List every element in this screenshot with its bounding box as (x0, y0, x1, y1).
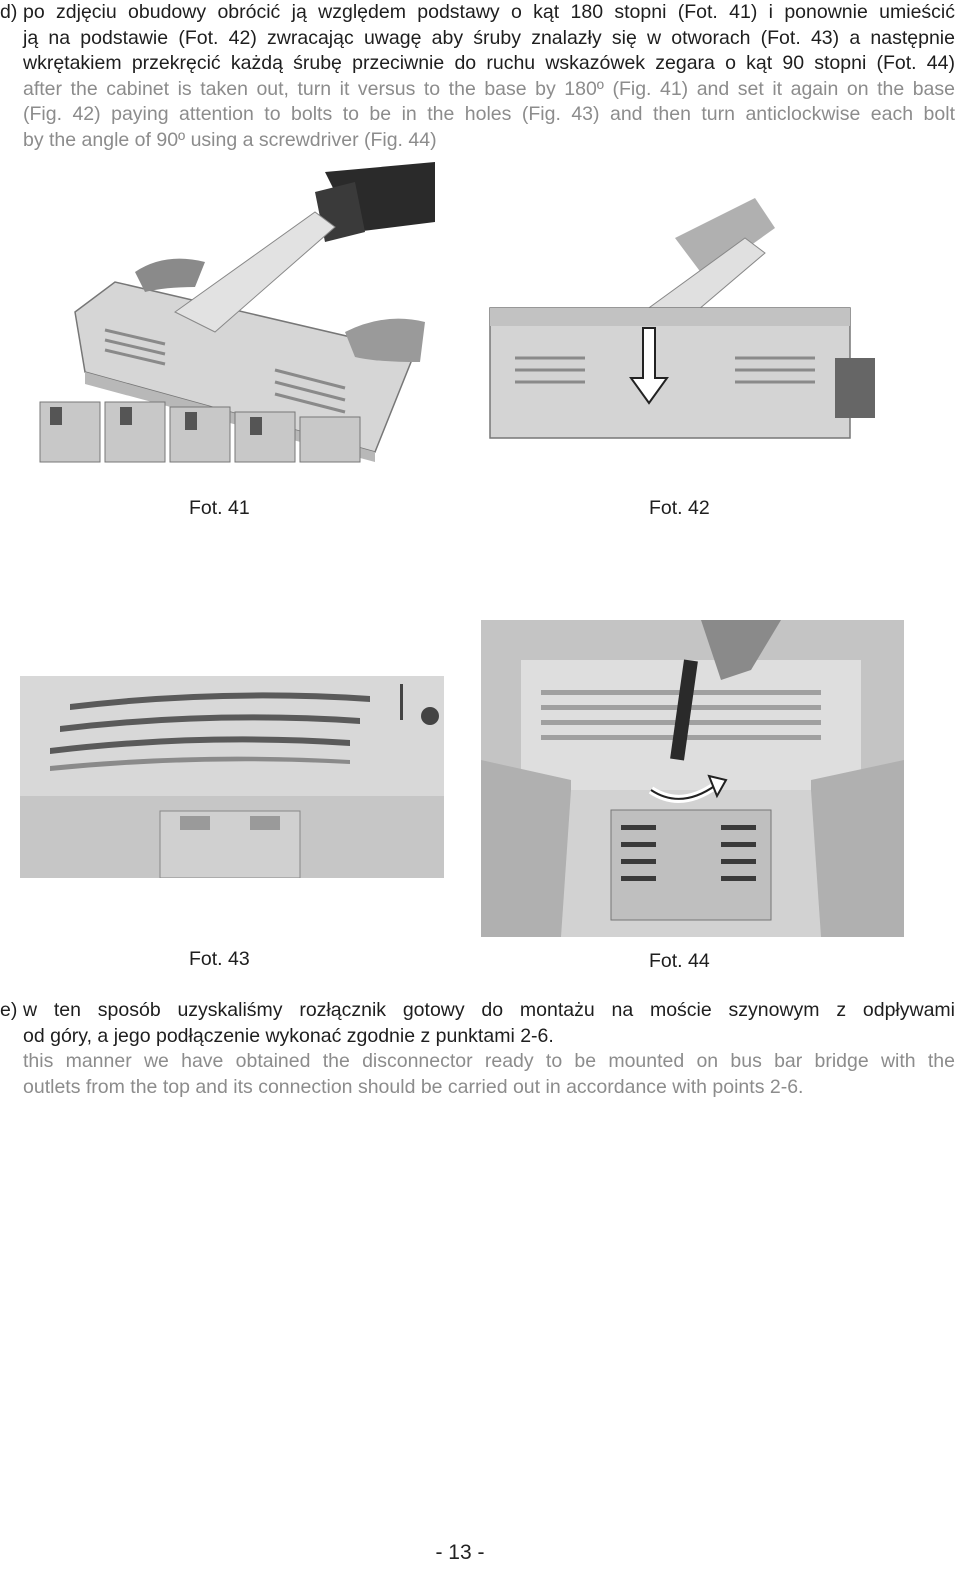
instruction-e (0, 998, 955, 1100)
photo-fot-42 (485, 198, 903, 448)
en-text-line: by the angle of 90º using a screwdriver (Fig. 44) (23, 128, 437, 151)
figure-caption: Fot. 41 (189, 497, 250, 519)
en-text-line: after the cabinet is taken out, turn it versus to the base by 180º (Fig. 41) and set it again on the base (23, 77, 955, 100)
item-marker-d: d) (0, 1, 18, 23)
page-number: - 13 - (435, 1541, 485, 1564)
en-text-line: (Fig. 42) paying attention to bolts to be in the holes (Fig. 43) and then turn anticlockwise each bolt (23, 103, 955, 125)
figure-caption: Fot. 43 (189, 948, 250, 970)
figure-caption: Fot. 42 (649, 497, 710, 519)
pl-text-line: w ten sposób uzyskaliśmy rozłącznik gotowy do montażu na moście szynowym z odpływami (23, 999, 955, 1021)
instruction-d (0, 0, 955, 153)
pl-text-line: po zdjęciu obudowy obrócić ją względem podstawy o kąt 180 stopni (Fot. 41) i ponownie umieścić (23, 1, 955, 23)
pl-text-line: od góry, a jego podłączenie wykonać zgodnie z punktami 2-6. (23, 1024, 554, 1047)
en-text-line: this manner we have obtained the disconnector ready to be mounted on bus bar bridge with the (23, 1050, 955, 1072)
photo-fot-44 (481, 620, 904, 937)
figure-caption: Fot. 44 (649, 950, 710, 972)
en-text-line: outlets from the top and its connection should be carried out in accordance with points 2-6. (23, 1075, 804, 1098)
pl-text-line: ją na podstawie (Fot. 42) zwracając uwagę aby śruby znalazły się w otworach (Fot. 43) a następnie (23, 26, 955, 49)
pl-text-line: wkrętakiem przekręcić każdą śrubę przeciwnie do ruchu wskazówek zegara o kąt 90 stopni (Fot. 44) (23, 52, 955, 74)
photo-fot-43 (20, 676, 444, 878)
item-marker-e: e) (0, 999, 18, 1021)
photo-fot-41 (25, 162, 435, 492)
